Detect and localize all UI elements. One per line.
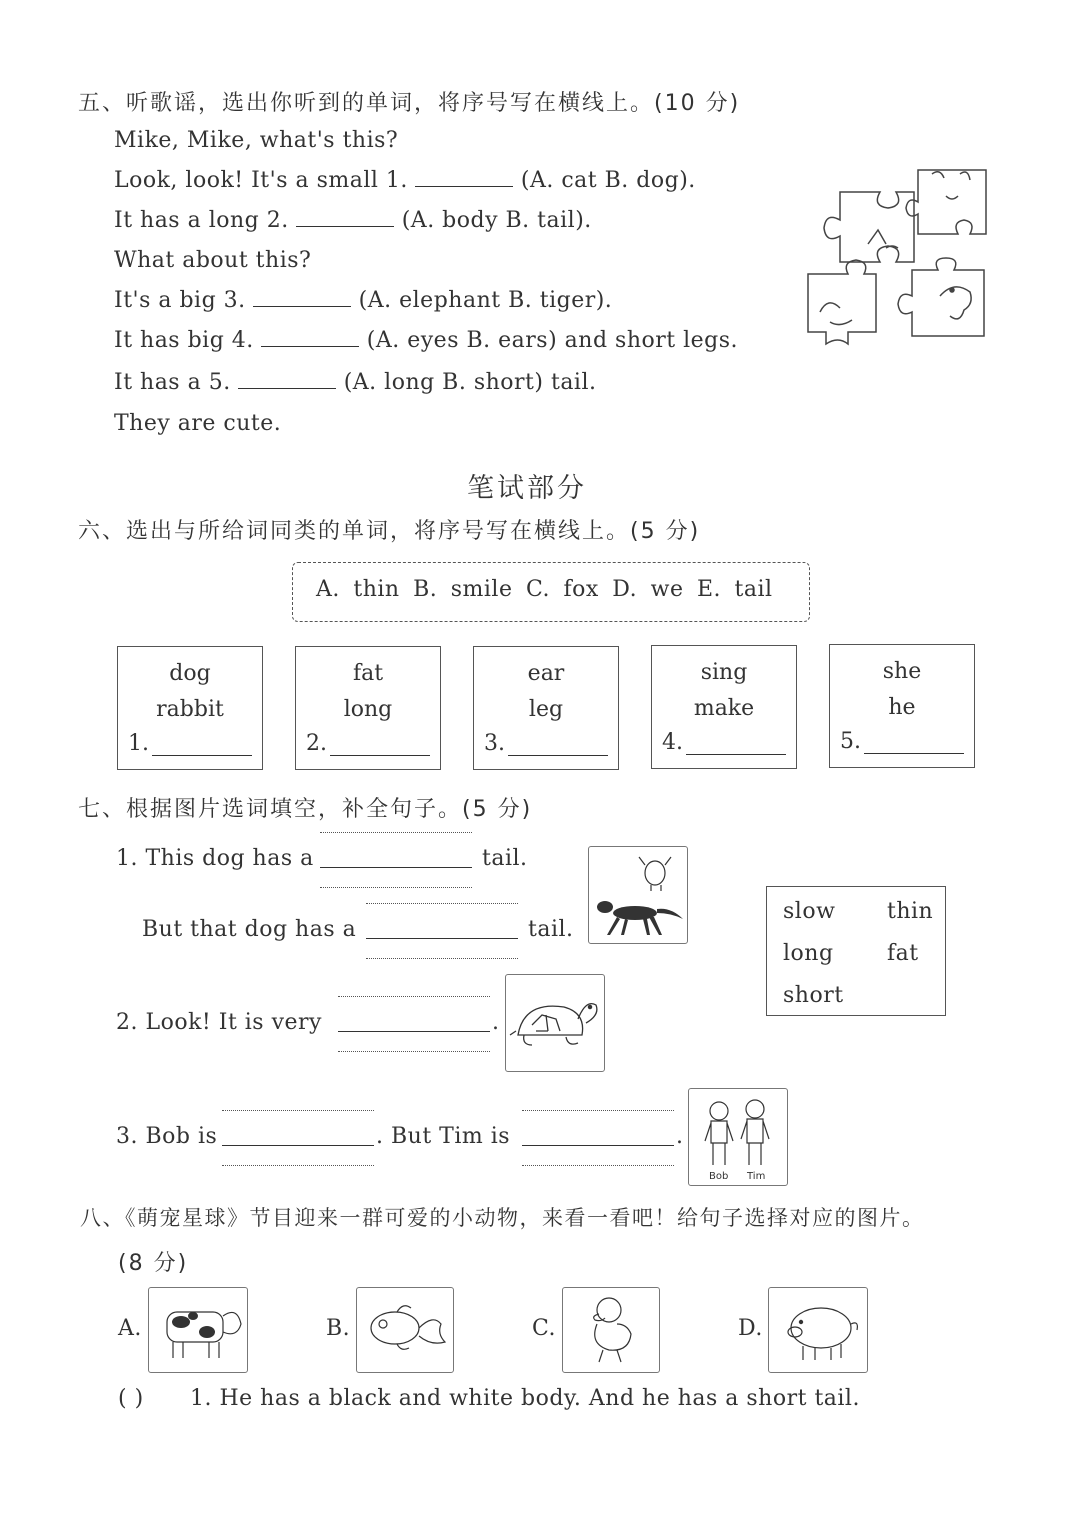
song-line-5-options: (A. elephant B. tiger). <box>358 288 613 313</box>
word-bank-fat: fat <box>887 941 919 966</box>
q1a-suffix: tail. <box>482 846 528 871</box>
tiger-puzzle-piece <box>906 170 986 234</box>
dogs-picture <box>588 846 688 944</box>
word-group-2-word-2: long <box>343 697 393 722</box>
q3-second-blank[interactable] <box>522 1145 674 1146</box>
option-a-cow-picture[interactable] <box>148 1287 248 1373</box>
q3-first-writing-lines <box>222 1110 374 1166</box>
written-part-title: 笔试部分 <box>467 473 587 504</box>
option-b-label: B. <box>326 1316 351 1341</box>
song-line-2-options: (A. cat B. dog). <box>520 168 696 193</box>
word-group-4-blank[interactable] <box>686 754 786 755</box>
song-line-4: What about this? <box>114 248 312 273</box>
word-bank-thin: thin <box>887 899 934 924</box>
bob-label: Bob <box>709 1171 729 1182</box>
duck-illustration <box>563 1288 659 1372</box>
q2-blank[interactable] <box>338 1031 490 1032</box>
fish-illustration <box>357 1288 453 1372</box>
q8-1-answer-parens[interactable]: ( ) <box>118 1386 144 1411</box>
bob-tim-picture <box>688 1088 788 1186</box>
q1a-prefix: 1. This dog has a <box>116 846 314 871</box>
q3-first-blank[interactable] <box>222 1145 374 1146</box>
q2-suffix: . <box>492 1010 500 1035</box>
option-c-label: C. <box>532 1316 557 1341</box>
q2-prefix: 2. Look! It is very <box>116 1010 322 1035</box>
q2-writing-lines <box>338 996 490 1052</box>
song-line-6-text: It has big 4. <box>114 328 254 353</box>
song-line-6 <box>114 328 738 353</box>
word-group-2 <box>295 646 441 770</box>
word-group-3 <box>473 646 619 770</box>
section5-title: 五、听歌谣，选出你听到的单词，将序号写在横线上。(10 分) <box>78 91 741 116</box>
tim-label: Tim <box>747 1171 766 1182</box>
section8-score: (8 分) <box>118 1251 189 1276</box>
answer-blank-2[interactable] <box>296 208 394 227</box>
song-line-6-options: (A. eyes B. ears) and short legs. <box>366 328 738 353</box>
word-group-1-word-1: dog <box>169 661 211 686</box>
q8-1-sentence: 1. He has a black and white body. And he has a short tail. <box>190 1386 860 1411</box>
word-group-3-word-2: leg <box>528 697 564 722</box>
word-bank-short: short <box>783 983 844 1008</box>
word-group-5-word-1: she <box>882 659 922 684</box>
cow-illustration <box>149 1288 247 1372</box>
word-group-5 <box>829 644 975 768</box>
word-group-5-blank[interactable] <box>864 753 964 754</box>
cat-puzzle-piece <box>824 192 914 262</box>
word-group-5-word-2: he <box>888 695 916 720</box>
word-group-4-word-2: make <box>693 696 755 721</box>
turtle-illustration <box>506 975 604 1071</box>
answer-blank-1[interactable] <box>415 168 513 187</box>
word-group-2-blank[interactable] <box>330 755 430 756</box>
q1b-suffix: tail. <box>528 917 574 942</box>
song-line-3-options: (A. body B. tail). <box>401 208 592 233</box>
word-group-5-number: 5. <box>840 729 861 754</box>
word-bank-long: long <box>783 941 834 966</box>
word-bank-box <box>766 886 946 1016</box>
boys-illustration <box>689 1089 787 1171</box>
dogs-illustration <box>589 847 687 943</box>
option-c-duck-picture[interactable] <box>562 1287 660 1373</box>
song-line-8: They are cute. <box>114 411 282 436</box>
song-line-7 <box>114 370 597 395</box>
paw-puzzle-piece <box>808 260 876 344</box>
answer-blank-4[interactable] <box>261 328 359 347</box>
word-group-3-number: 3. <box>484 731 505 756</box>
word-group-3-word-1: ear <box>527 661 565 686</box>
song-line-2 <box>114 168 696 193</box>
section7-title: 七、根据图片选词填空，补全句子。(5 分) <box>78 797 533 822</box>
turtle-picture <box>505 974 605 1072</box>
q1a-blank[interactable] <box>320 867 472 868</box>
option-d-label: D. <box>738 1316 763 1341</box>
answer-blank-3[interactable] <box>253 288 351 307</box>
song-line-5 <box>114 288 612 313</box>
q3-suffix: . <box>676 1124 684 1149</box>
word-group-2-word-1: fat <box>352 661 384 686</box>
q3-prefix: 3. Bob is <box>116 1124 218 1149</box>
option-bank-text: A. thin B. smile C. fox D. we E. tail <box>316 577 773 602</box>
word-group-1-number: 1. <box>128 731 149 756</box>
word-group-2-number: 2. <box>306 731 327 756</box>
song-line-5-text: It's a big 3. <box>114 288 246 313</box>
section8-title: 八、《萌宠星球》节目迎来一群可爱的小动物，来看一看吧！给句子选择对应的图片。 <box>80 1206 925 1230</box>
song-line-1: Mike, Mike, what's this? <box>114 128 399 153</box>
word-group-4-number: 4. <box>662 730 683 755</box>
q3-middle: . But Tim is <box>376 1124 511 1149</box>
word-group-3-blank[interactable] <box>508 755 608 756</box>
option-b-fish-picture[interactable] <box>356 1287 454 1373</box>
puzzle-animals-illustration <box>800 162 995 370</box>
word-group-1 <box>117 646 263 770</box>
song-line-3 <box>114 208 592 233</box>
word-group-1-word-2: rabbit <box>156 697 224 722</box>
answer-blank-5[interactable] <box>238 370 336 389</box>
song-line-7-options: (A. long B. short) tail. <box>343 370 597 395</box>
q1a-writing-lines <box>320 832 472 888</box>
word-bank-slow: slow <box>783 899 836 924</box>
q1b-blank[interactable] <box>366 938 518 939</box>
pig-illustration <box>769 1288 867 1372</box>
song-line-7-text: It has a 5. <box>114 370 231 395</box>
section6-title: 六、选出与所给词同类的单词，将序号写在横线上。(5 分) <box>78 519 701 544</box>
word-group-1-blank[interactable] <box>152 755 252 756</box>
song-line-3-text: It has a long 2. <box>114 208 289 233</box>
option-d-pig-picture[interactable] <box>768 1287 868 1373</box>
word-group-4 <box>651 645 797 769</box>
option-a-label: A. <box>118 1316 142 1341</box>
q3-second-writing-lines <box>522 1110 674 1166</box>
q1b-prefix: But that dog has a <box>142 917 357 942</box>
word-group-4-word-1: sing <box>700 660 748 685</box>
song-line-2-text: Look, look! It's a small 1. <box>114 168 408 193</box>
q1b-writing-lines <box>366 903 518 959</box>
